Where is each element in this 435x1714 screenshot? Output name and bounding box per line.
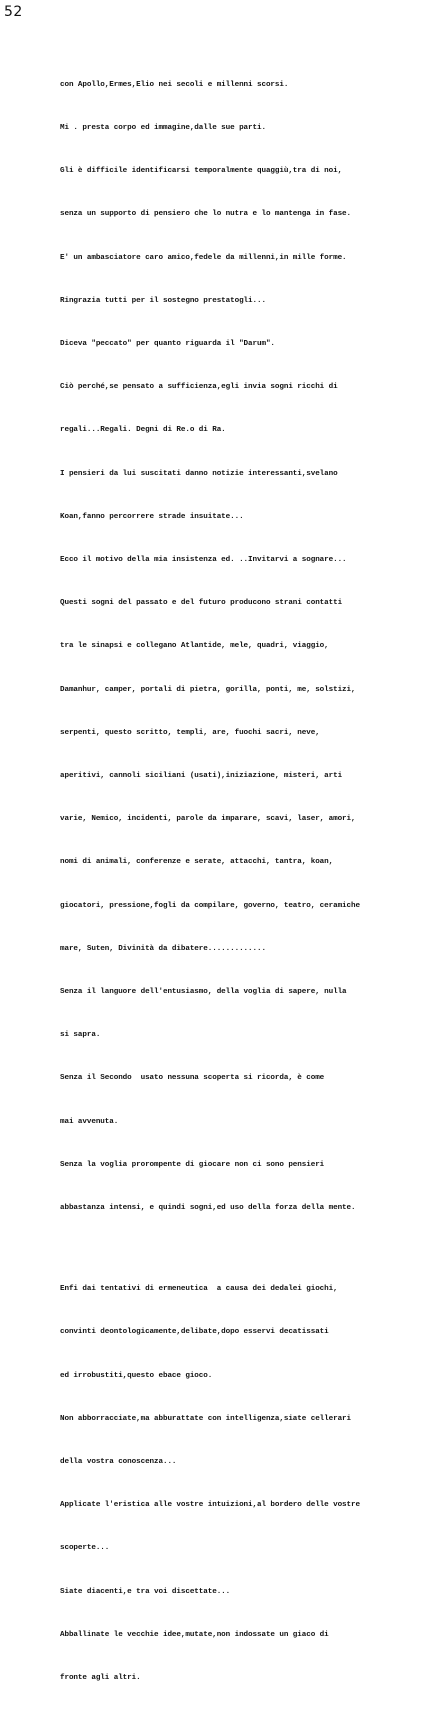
text-line: Koan,fanno percorrere strade insuitate... — [60, 512, 244, 521]
text-line: Non abborracciate,ma abburattate con intelligenza,siate cellerari — [60, 1414, 352, 1423]
text-line: fronte agli altri. — [60, 1673, 141, 1682]
page-number: 52 — [4, 4, 23, 20]
text-line: Diceva "peccato" per quanto riguarda il "Darum". — [60, 340, 275, 349]
text-line: senza un supporto di pensiero che lo nutra e lo mantenga in fase. — [60, 210, 352, 219]
text-line: con Apollo,Ermes,Elio nei secoli e millenni scorsi. — [60, 80, 289, 89]
text-line: si sapra. — [60, 1031, 101, 1040]
text-line: Enfi dai tentativi di ermeneutica a causa dei dedalei giochi, — [60, 1285, 338, 1294]
text-line: serpenti, questo scritto, templi, are, fuochi sacri, neve, — [60, 728, 320, 737]
text-line: Siate diacenti,e tra voi discettate... — [60, 1587, 231, 1596]
text-line: tra le sinapsi e collegano Atlantide, mele, quadri, viaggio, — [60, 642, 329, 651]
text-line: della vostra conoscenza... — [60, 1457, 177, 1466]
text-line: Applicate l'eristica alle vostre intuizioni,al bordero delle vostre — [60, 1501, 360, 1510]
text-line: giocatori, pressione,fogli da compilare, governo, teatro, ceramiche — [60, 901, 360, 910]
text-line: abbastanza intensi, e quindi sogni,ed uso della forza della mente. — [60, 1204, 356, 1213]
text-line: nomi di animali, conferenze e serate, attacchi, tantra, koan, — [60, 858, 334, 867]
text-line: Senza il languore dell'entusiasmo, della voglia di sapere, nulla — [60, 988, 347, 997]
document-body — [60, 49, 428, 1714]
text-line: Ecco il motivo della mia insistenza ed. ..Invitarvi a sognare... — [60, 556, 347, 565]
text-line: Gli è difficile identificarsi temporalmente quaggiù,tra di noi, — [60, 167, 343, 176]
text-line: aperitivi, cannoli siciliani (usati),iniziazione, misteri, arti — [60, 772, 343, 781]
text-line: Mi . presta corpo ed immagine,dalle sue parti. — [60, 124, 266, 133]
text-line: I pensieri da lui suscitati danno notizie interessanti,svelano — [60, 469, 338, 478]
text-line: regali...Regali. Degni di Re.o di Ra. — [60, 426, 226, 435]
text-line: mai avvenuta. — [60, 1117, 119, 1126]
text-line: convinti deontologicamente,delibate,dopo esservi decatissati — [60, 1328, 329, 1337]
text-line: E' un ambasciatore caro amico,fedele da millenni,in mille forme. — [60, 253, 347, 262]
text-line: Ciò perché,se pensato a sufficienza,egli invia sogni ricchi di — [60, 383, 338, 392]
text-line: mare, Suten, Divinità da dibatere............. — [60, 944, 266, 953]
text-line: scoperte... — [60, 1544, 110, 1553]
text-line: Damanhur, camper, portali di pietra, gorilla, ponti, me, solstizi, — [60, 685, 356, 694]
text-line: Ringrazia tutti per il sostegno prestatogli... — [60, 296, 266, 305]
text-line: Questi sogni del passato e del futuro producono strani contatti — [60, 599, 343, 608]
text-line: Abballinate le vecchie idee,mutate,non indossate un giaco di — [60, 1630, 329, 1639]
text-line: ed irrobustiti,questo ebace gioco. — [60, 1371, 213, 1380]
paragraph-gap — [60, 1244, 428, 1253]
text-line: Senza la voglia prorompente di giocare non ci sono pensieri — [60, 1160, 325, 1169]
text-line: Senza il Secondo usato nessuna scoperta si ricorda, è come — [60, 1074, 325, 1083]
text-line: varie, Nemico, incidenti, parole da imparare, scavi, laser, amori, — [60, 815, 356, 824]
